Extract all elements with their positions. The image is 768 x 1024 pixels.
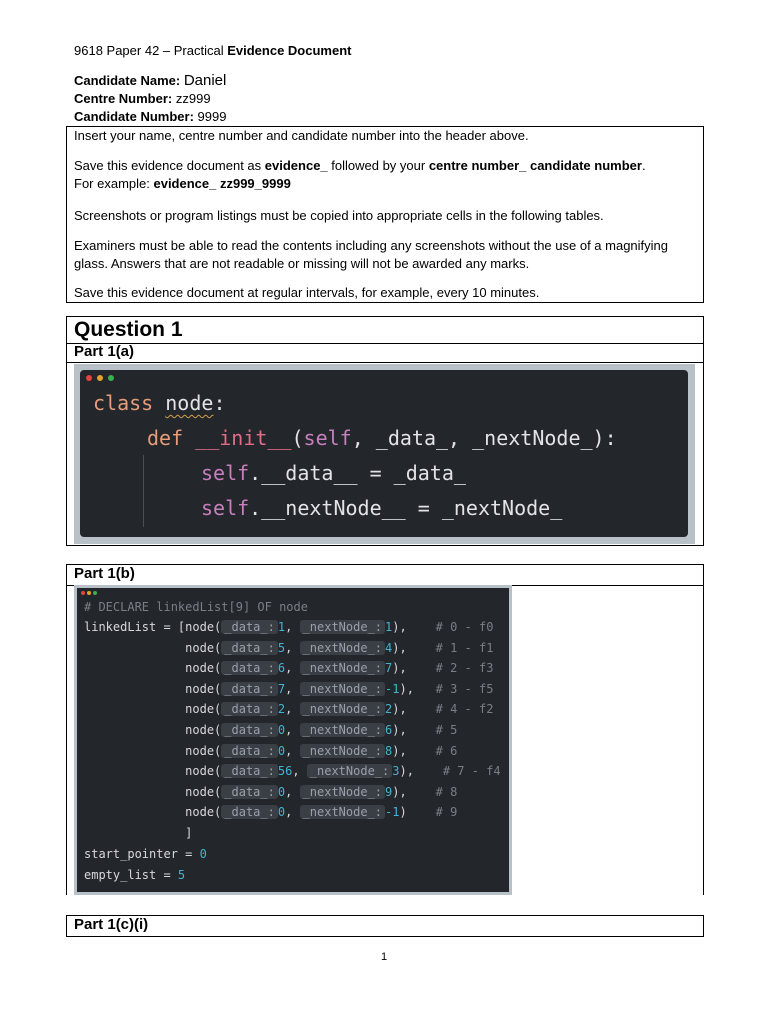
- row-comment: # 8: [435, 784, 458, 799]
- node-call: node(: [185, 764, 222, 779]
- indent: [84, 785, 185, 799]
- close-dot-icon: [86, 375, 92, 381]
- assignment: .__data__ = _data_: [249, 461, 466, 485]
- next-value: -1: [385, 681, 400, 696]
- linked-list-row: node( _data_: 0, _nextNode_: 8), # 6: [84, 744, 457, 758]
- params: , _data_, _nextNode_):: [351, 426, 617, 450]
- row-comment: # 3 - f5: [435, 681, 494, 696]
- next-value: 8: [385, 743, 393, 758]
- indent: [84, 826, 185, 840]
- row-comment: # 6: [435, 743, 458, 758]
- minimize-dot-icon: [97, 375, 103, 381]
- empty-list-line: [84, 868, 185, 882]
- linked-list-row: node( _data_: 0, _nextNode_: 9), # 8: [84, 785, 457, 799]
- centre-number-value: zz999: [175, 91, 211, 106]
- linked-list-row: node( _data_: 7, _nextNode_: -1), # 3 - f5: [84, 682, 493, 696]
- next-value: 1: [385, 620, 393, 634]
- start-pointer-line: [84, 847, 207, 861]
- start-pointer-label: start_pointer =: [84, 847, 200, 861]
- linked-list-row: node( _data_: 2, _nextNode_: 2), # 4 - f2: [84, 702, 493, 716]
- maximize-dot-icon: [108, 375, 114, 381]
- node-call: node(: [185, 723, 222, 737]
- indent: [84, 682, 185, 696]
- minimize-dot-icon: [87, 591, 91, 595]
- maximize-dot-icon: [93, 591, 97, 595]
- colon: :: [213, 391, 226, 415]
- close-bracket: ]: [185, 826, 193, 840]
- centre-number-label: Centre Number:: [74, 91, 173, 106]
- linked-list-row: linkedList = [node( _data_: 1, _nextNode_: 1), # 0 - f0: [84, 620, 494, 634]
- data-value: 0: [277, 784, 286, 799]
- node-call: node(: [185, 743, 222, 758]
- assignment: .__nextNode__ = _nextNode_: [249, 496, 563, 520]
- list-prefix: linkedList = [: [84, 620, 186, 634]
- linked-list-row: node( _data_: 0, _nextNode_: 6), # 5: [84, 723, 457, 737]
- instruction-2g: evidence_ zz999_9999: [153, 176, 291, 191]
- instruction-2b: evidence_: [264, 158, 328, 173]
- data-value: 7: [277, 681, 286, 696]
- row-comment: # 5: [435, 723, 458, 737]
- indent: [84, 764, 185, 778]
- instructions-box: [66, 126, 704, 303]
- inlay-hint-next: _nextNode_:: [300, 641, 385, 655]
- inlay-hint-next: _nextNode_:: [300, 682, 385, 696]
- empty-list-value: 5: [177, 868, 186, 882]
- code-line-1: [93, 391, 225, 415]
- comment-text: # DECLARE linkedList[9] OF node: [84, 600, 308, 614]
- node-call: node(: [185, 805, 222, 820]
- data-value: 1: [277, 620, 286, 634]
- inlay-hint-data: _data_:: [221, 785, 278, 799]
- row-comment: # 1 - f1: [435, 640, 494, 655]
- self-ref: self: [201, 461, 250, 485]
- start-pointer-value: 0: [199, 847, 207, 861]
- self-ref: self: [201, 496, 250, 520]
- indent-guide: [143, 455, 144, 527]
- page-number: 1: [380, 951, 388, 963]
- code-line-3: [201, 461, 466, 485]
- instruction-1: Insert your name, centre number and candidate number into the header above.: [74, 128, 529, 143]
- inlay-hint-data: _data_:: [221, 702, 278, 716]
- title-prefix: 9618 Paper 42 – Practical: [74, 43, 228, 58]
- node-call: node(: [185, 702, 222, 717]
- instruction-2: [74, 157, 698, 193]
- indent: [84, 723, 185, 737]
- instruction-2e: .: [641, 158, 646, 173]
- part-1ci-label: Part 1(c)(i): [74, 916, 149, 933]
- table-divider: [67, 343, 703, 344]
- indent: [84, 744, 185, 758]
- document-title: [74, 43, 351, 58]
- inlay-hint-next: _nextNode_:: [300, 805, 385, 819]
- data-value: 0: [277, 805, 286, 820]
- linked-list-row: node( _data_: 6, _nextNode_: 7), # 2 - f3: [84, 661, 493, 675]
- row-comment: # 0 - f0: [435, 620, 494, 634]
- candidate-name-value: Daniel: [183, 72, 227, 89]
- empty-list-label: empty_list =: [84, 868, 178, 882]
- candidate-number-row: [74, 108, 226, 126]
- next-value: 6: [385, 723, 393, 737]
- instruction-3: Screenshots or program listings must be copied into appropriate cells in the following tables.: [74, 208, 604, 223]
- instruction-2a: Save this evidence document as: [74, 158, 265, 173]
- close-bracket-line: [84, 826, 192, 840]
- data-value: 56: [277, 764, 293, 779]
- candidate-details: [74, 72, 226, 126]
- indent: [84, 661, 185, 675]
- data-value: 2: [277, 702, 286, 717]
- open-paren: (: [291, 426, 304, 450]
- part-1a-label: Part 1(a): [74, 343, 135, 360]
- indent: [84, 702, 185, 716]
- next-value: 2: [385, 702, 393, 717]
- row-comment: # 2 - f3: [435, 661, 494, 676]
- next-value: 3: [392, 764, 400, 779]
- instruction-2d: centre number_ candidate number: [428, 158, 642, 173]
- node-call: node(: [185, 640, 222, 655]
- linked-list-row: node( _data_: 56, _nextNode_: 3), # 7 - f4: [84, 764, 501, 778]
- instruction-4: Examiners must be able to read the contents including any screenshots without the use of a magnifying glass. Answers that are not readable or missing will not be awarded any marks.: [74, 238, 669, 271]
- inlay-hint-next: _nextNode_:: [300, 785, 385, 799]
- instruction-2c: followed by your: [327, 158, 429, 173]
- inlay-hint-data: _data_:: [221, 682, 278, 696]
- next-value: -1: [385, 805, 400, 820]
- candidate-name-row: [74, 72, 226, 90]
- node-call: node(: [185, 681, 222, 696]
- next-value: 7: [385, 661, 393, 676]
- inlay-hint-data: _data_:: [221, 764, 278, 778]
- inlay-hint-data: _data_:: [221, 641, 278, 655]
- inlay-hint-next: _nextNode_:: [300, 723, 385, 737]
- part-1ci-table: [66, 915, 704, 937]
- inlay-hint-data: _data_:: [221, 620, 278, 634]
- inlay-hint-data: _data_:: [221, 744, 278, 758]
- node-call: node(: [185, 661, 222, 676]
- data-value: 0: [277, 743, 286, 758]
- inlay-hint-next: _nextNode_:: [307, 764, 392, 778]
- candidate-name-label: Candidate Name:: [74, 73, 181, 88]
- question-1-title: Question 1: [74, 318, 183, 341]
- inlay-hint-next: _nextNode_:: [300, 744, 385, 758]
- keyword-def: def: [147, 426, 184, 450]
- candidate-number-label: Candidate Number:: [74, 109, 194, 124]
- indent: [84, 805, 185, 819]
- row-comment: # 7 - f4: [442, 764, 501, 779]
- linked-list-row: node( _data_: 0, _nextNode_: -1) # 9: [84, 805, 457, 819]
- keyword-class: class: [93, 391, 154, 415]
- node-call: node(: [185, 784, 222, 799]
- title-bold: Evidence Document: [227, 43, 352, 58]
- next-value: 4: [385, 640, 393, 655]
- inlay-hint-data: _data_:: [221, 661, 278, 675]
- linked-list-row: node( _data_: 5, _nextNode_: 4), # 1 - f1: [84, 641, 493, 655]
- close-dot-icon: [81, 591, 85, 595]
- inlay-hint-data: _data_:: [221, 805, 278, 819]
- row-comment: # 9: [435, 805, 458, 820]
- code-comment-declare: [84, 600, 308, 614]
- next-value: 9: [385, 784, 393, 799]
- inlay-hint-next: _nextNode_:: [300, 661, 385, 675]
- instruction-5: Save this evidence document at regular intervals, for example, every 10 minutes.: [74, 285, 540, 300]
- class-name: node: [165, 391, 214, 415]
- node-call: node(: [185, 620, 222, 634]
- centre-number-row: [74, 90, 226, 108]
- data-value: 5: [277, 640, 286, 655]
- code-line-2: [147, 426, 617, 450]
- inlay-hint-next: _nextNode_:: [300, 620, 385, 634]
- data-value: 6: [277, 661, 286, 676]
- function-name: __init__: [195, 426, 292, 450]
- inlay-hint-next: _nextNode_:: [300, 702, 385, 716]
- code-line-4: [201, 496, 562, 520]
- indent: [84, 641, 185, 655]
- candidate-number-value: 9999: [197, 109, 227, 124]
- self-param: self: [303, 426, 352, 450]
- instruction-2f: For example:: [74, 176, 154, 191]
- row-comment: # 4 - f2: [435, 702, 494, 717]
- inlay-hint-data: _data_:: [221, 723, 278, 737]
- table-divider: [67, 362, 703, 363]
- part-1b-label: Part 1(b): [74, 565, 135, 582]
- data-value: 0: [277, 723, 286, 737]
